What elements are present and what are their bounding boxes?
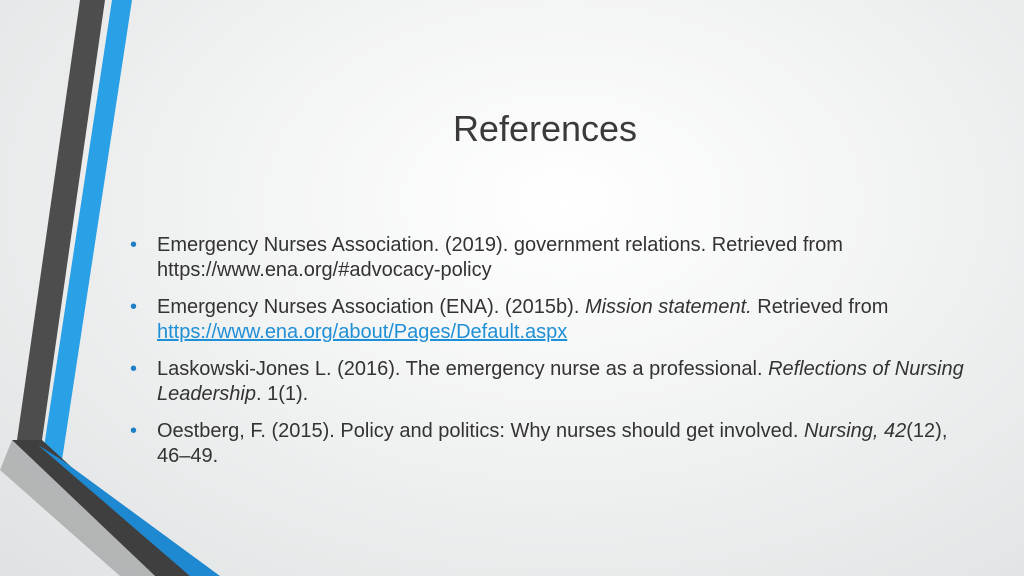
reference-text: (12), 46–49. [157, 420, 948, 467]
reference-item [130, 357, 970, 407]
bullet-icon: • [130, 358, 138, 380]
reference-text: Emergency Nurses Association. (2019). government relations. Retrieved from https://www.ena.org/#advocacy-policy [157, 234, 843, 281]
bullet-icon: • [130, 296, 138, 318]
slide-title: References [452, 108, 638, 149]
bullet-icon: • [130, 234, 138, 256]
reference-text: . 1(1). [255, 383, 309, 405]
reference-italic-title: Nursing, 42 [803, 420, 907, 442]
reference-list [130, 233, 970, 481]
bullet-icon: • [130, 420, 138, 442]
reference-italic-title: Reflections of Nursing Leadership [157, 358, 964, 405]
reference-italic-title: Mission statement. [584, 296, 752, 318]
reference-link[interactable]: https://www.ena.org/about/Pages/Default.aspx [157, 321, 568, 343]
reference-item [130, 233, 970, 283]
reference-text: Retrieved from [751, 296, 889, 318]
reference-text: Oestberg, F. (2015). Policy and politics: Why nurses should get involved. [157, 420, 804, 442]
reference-text: Emergency Nurses Association (ENA). (2015b). [157, 296, 585, 318]
reference-item [130, 419, 970, 469]
reference-text: Laskowski-Jones L. (2016). The emergency nurse as a professional. [157, 358, 769, 380]
reference-item [130, 295, 970, 345]
